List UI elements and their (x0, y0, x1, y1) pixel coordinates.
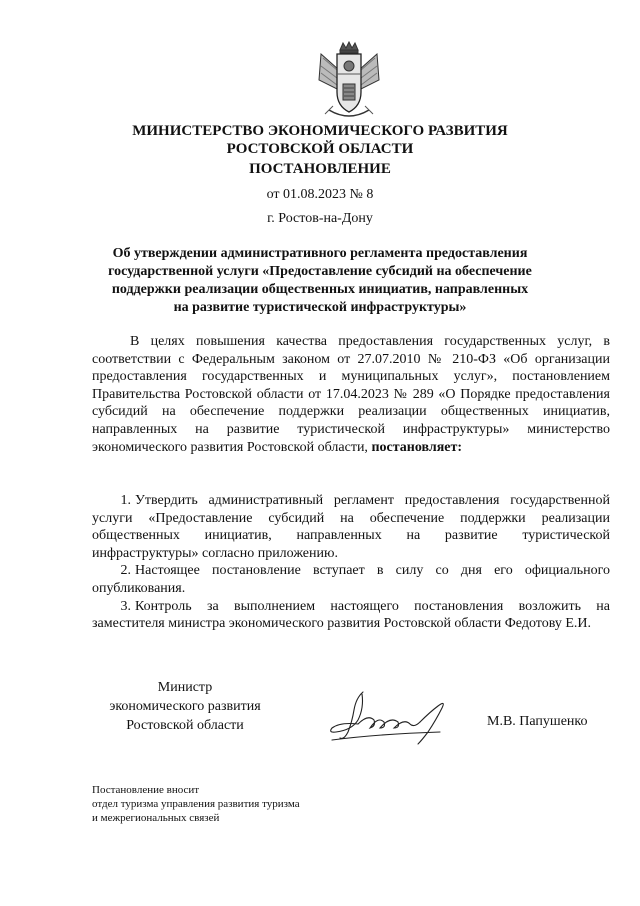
decree-city: г. Ростов-на-Дону (267, 211, 373, 226)
signatory-title-line-2: экономического развития (109, 699, 261, 714)
decree-type: ПОСТАНОВЛЕНИЕ (249, 161, 391, 177)
signatory-title-line-1: Министр (157, 680, 213, 695)
preamble-resolves: постановляет: (371, 439, 463, 455)
subject-line-2: государственной услуги «Предоставление субсидий на обеспечение (108, 264, 532, 279)
signatory-title-line-3: Ростовской области (126, 718, 244, 733)
item-text: Настоящее постановление вступает в силу со дня его официального опубликования. (92, 563, 610, 596)
preamble-paragraph (92, 333, 610, 456)
signatory-name: М.В. Папушенко (487, 714, 588, 729)
preamble-text: В целях повышения качества предоставления государственных услуг, в соответствии с Федеральным законом от 27.07.2010 № 210-ФЗ «Об организации предоставления государственных и муниципальных услуг», постановлением Правительства Ростовской области от 17.04.2023 № 289 «О Порядке предоставления субсидий на обеспечение поддержки реализации общественных инициатив, направленных на развитие туристической инфраструктуры» министерство экономического развития Ростовской области, (92, 334, 610, 455)
item-number: 1. (120, 493, 131, 508)
item-number: 3. (120, 598, 131, 614)
decree-date-number: от 01.08.2023 № 8 (266, 187, 374, 202)
subject-line-3: поддержки реализации общественных инициатив, направленных (111, 282, 529, 297)
footer-line-3: и межрегиональных связей (92, 812, 220, 824)
subject-line-4: на развитие туристической инфраструктуры» (173, 300, 467, 315)
coat-of-arms-icon (313, 40, 385, 124)
item-text: Контроль за выполнением настоящего постановления возложить на заместителя министра экономического развития Ростовской области Федотову Е.И. (92, 598, 610, 632)
footer-line-1: Постановление вносит (92, 784, 200, 796)
ministry-line-1: МИНИСТЕРСТВО ЭКОНОМИЧЕСКОГО РАЗВИТИЯ (132, 123, 508, 139)
ministry-name (0, 122, 640, 158)
subject-line-1: Об утверждении административного регламента предоставления (112, 246, 528, 261)
decree-subject (0, 245, 640, 317)
decree-items (92, 492, 610, 633)
decree-item (92, 598, 610, 633)
handwritten-signature (318, 688, 468, 748)
item-number: 2. (120, 563, 131, 579)
decree-item (92, 562, 610, 597)
footer-note (92, 783, 300, 825)
footer-line-2: отдел туризма управления развития туризма (92, 798, 300, 810)
decree-item (92, 492, 610, 562)
ministry-line-2: РОСТОВСКОЙ ОБЛАСТИ (226, 141, 414, 157)
item-text: Утвердить административный регламент предоставления государственной услуги «Предоставление субсидий на обеспечение поддержки реализации общественных инициатив, направленных на развитие туристической инфраструктуры» согласно приложению. (92, 493, 610, 561)
signatory-title (105, 678, 265, 735)
